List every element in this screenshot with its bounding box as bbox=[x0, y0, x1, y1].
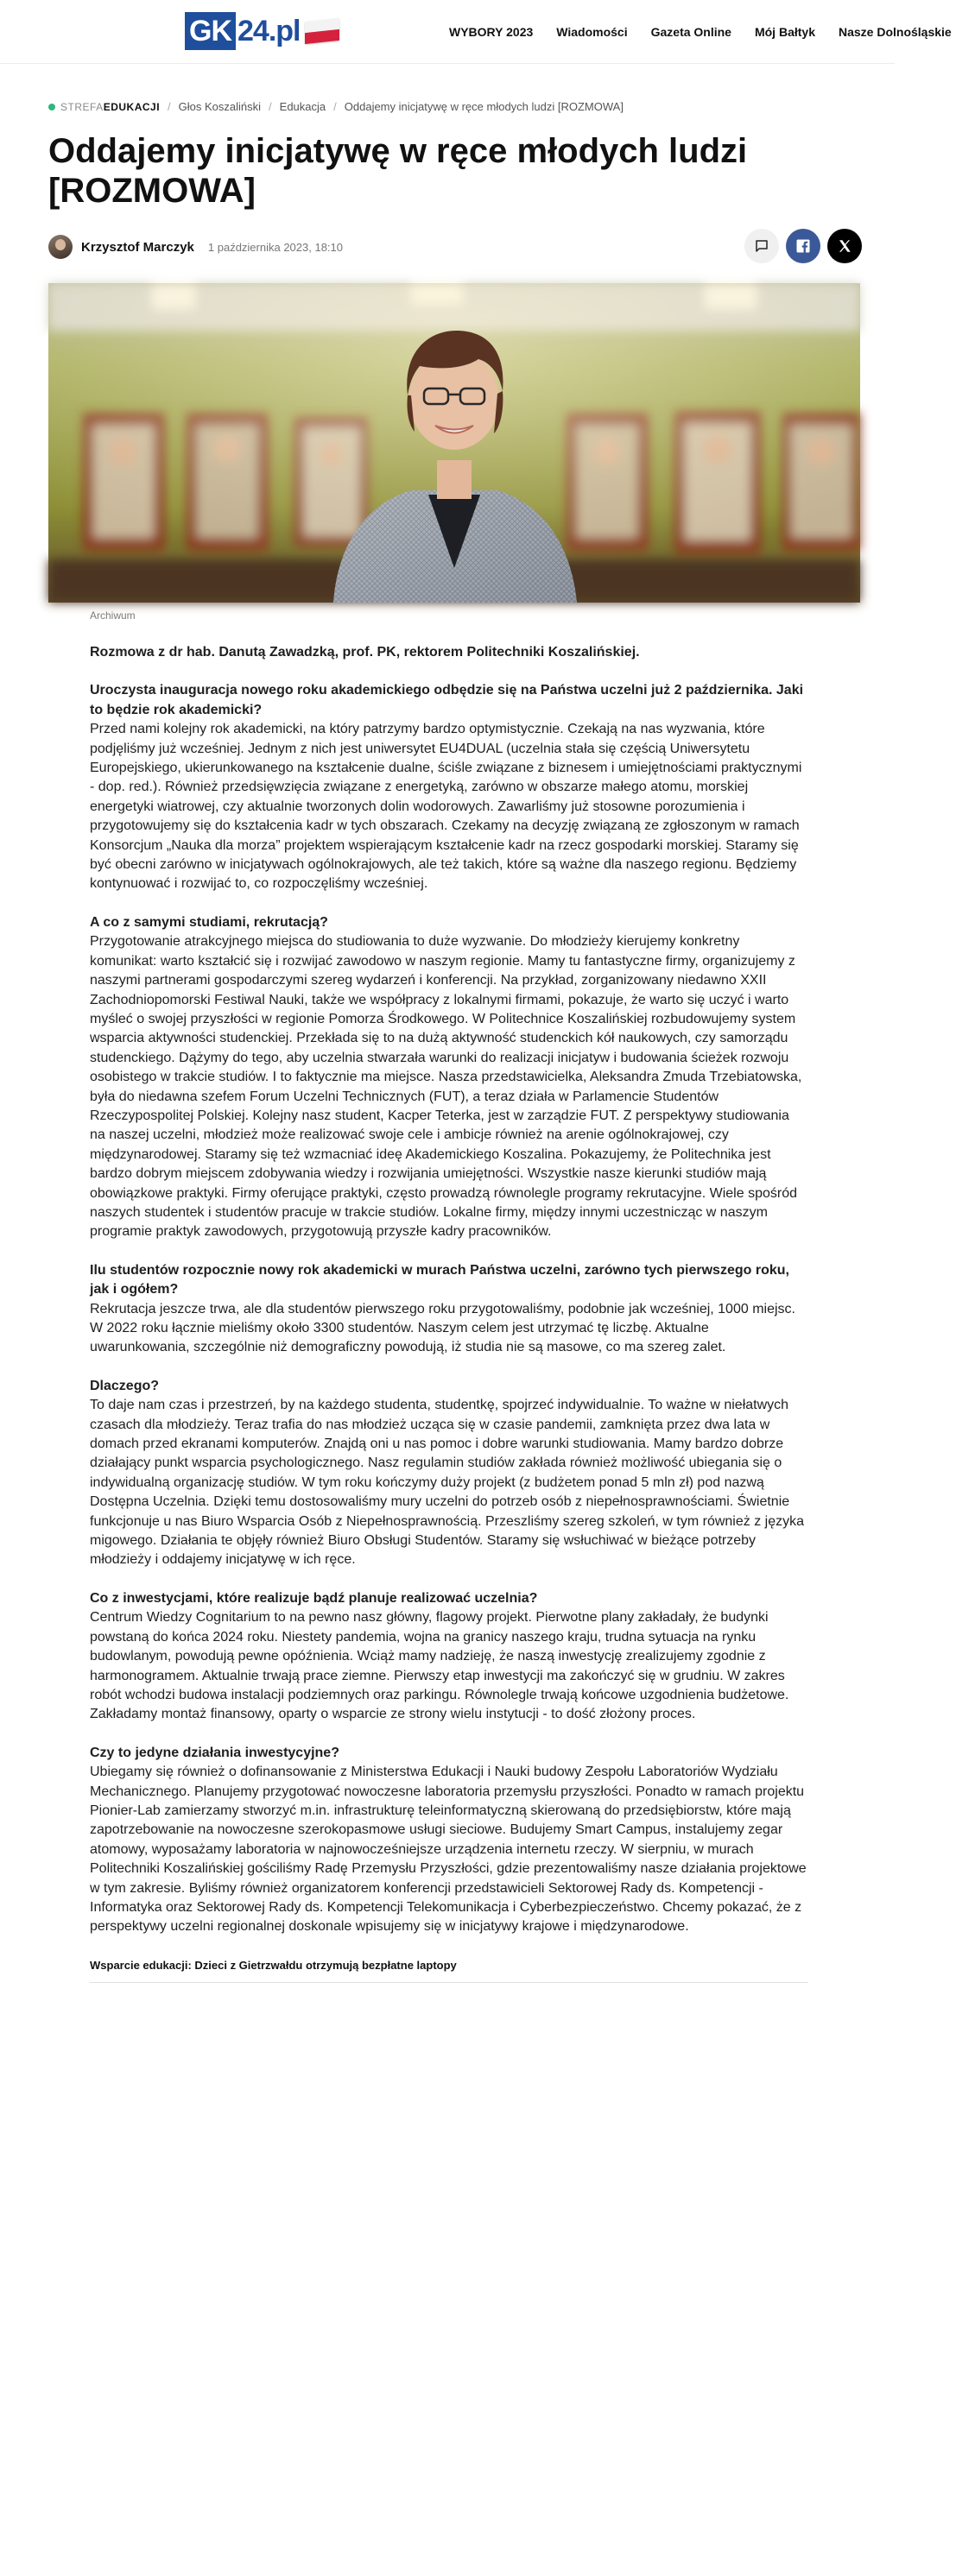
breadcrumb bbox=[48, 100, 624, 113]
site-logo[interactable] bbox=[185, 12, 339, 50]
comment-icon bbox=[754, 238, 769, 254]
logo-domain: 24.pl bbox=[237, 14, 301, 47]
main-nav bbox=[449, 0, 975, 64]
interview-question: Uroczysta inauguracja nowego roku akademickiego odbędzie się na Państwa uczelni już 2 października. Jaki to będzie rok akademicki? bbox=[90, 683, 804, 717]
interview-answer: Przygotowanie atrakcyjnego miejsca do studiowania to duże wyzwanie. Do młodzieży kierujemy konkretny komunikat: warto kształcić się i rozwijać zawodowo w naszym regionie. Mamy tu fantastyczne firmy, organizujemy z naszymi partnerami gospodarczymi szereg wydarzeń i konferencji. Na przykład, zorganizowany niedawno XXII Zachodniopomorski Festiwal Nauki, także we współpracy z lokalnymi firmami, pokazuje, że warto się uczyć i warto myśleć o swojej przyszłości w regionie Pomorza Środkowego. W Politechnice Koszalińskiej rozbudowujemy system wsparcia aktywności studenckiej. Przekłada się to na dużą aktywność studenckich kół naukowych, czy samorządu studenckiego. Dążymy do tego, aby uczelnia stwarzała warunki do realizacji inicjatyw i budowania ścieżek rozwoju osobistego w trakcie studiów. I to faktycznie ma miejsce. Nasza przedstawicielka, Aleksandra Zmuda Trzebiatowska, była do niedawna szefem Forum Uczelni Technicznych (FUT), a teraz działa w Parlamencie Studentów Rzeczypospolitej Polskiej. Kolejny nasz student, Kacper Teterka, jest w zarządzie FUT. Z perspektywy studiowania na naszej uczelni, młodzież może realizować swoje cele i ambicje również na arenie ogólnokrajowej, czy międzynarodowej. Staramy się też wzmacniać ideę Akademickiego Koszalina. Pokazujemy, że Politechnika jest bardzo dobrym miejscem zdobywania wiedzy i rozwijania umiejętności. Wszystkie nasze kierunki studiów mają obowiązkowe praktyki. Firmy oferujące praktyki, często prowadzą równolegle programy rekrutacyjne. Wiele spośród naszych studentek i studentów pracuje w trakcie studiów. Lokalne firmy, między innymi uczestnicząc w naszym programie praktyk zawodowych, przygotowują przyszłe kadry pracowników. bbox=[90, 934, 802, 1240]
article-body bbox=[90, 643, 808, 1983]
image-caption: Archiwum bbox=[90, 609, 136, 622]
interview-answer: Ubiegamy się również o dofinansowanie z Ministerstwa Edukacji i Nauki budowy Zespołu Laboratoriów Wydziału Mechanicznego. Planujemy przygotować nowoczesne laboratoria przemysłu przyszłości. Ponadto w ramach projektu Pionier-Lab zamierzamy stworzyć m.in. infrastrukturę teleinformatyczną skierowaną do przedsiębiorstw, które mają zapotrzebowanie na nowoczesne szerokopasmowe usługi sieciowe. Budujemy Smart Campus, instalujemy zegar atomowy, wyposażamy laboratoria w najnowocześniejsze urządzenia internetu rzeczy. W sierpniu, w murach Politechniki Koszalińskiej gościliśmy Radę Przemysłu Przyszłości, gdzie prezentowaliśmy nasze działania projektowe w tym zakresie. Byliśmy również organizatorem konferencji przedstawicieli Sektorowej Rady ds. Kompetencji - Informatyka oraz Sektorowej Rady ds. Kompetencji Telekomunikacja i Cyberbezpieczeństwo. Chcemy pokazać, że z perspektywy uczelni regionalnej doskonale wpisujemy się w inicjatywy krajowe i międzynarodowe. bbox=[90, 1765, 807, 1935]
page-title: Oddajemy inicjatywę w ręce młodych ludzi [ROZMOWA] bbox=[48, 132, 748, 210]
nav-item-wiadomosci[interactable]: Wiadomości bbox=[556, 25, 628, 39]
x-share-button[interactable] bbox=[827, 229, 862, 263]
breadcrumb-separator: / bbox=[269, 100, 272, 113]
breadcrumb-separator: / bbox=[333, 100, 337, 113]
breadcrumb-separator: / bbox=[168, 100, 171, 113]
article-lead: Rozmowa z dr hab. Danutą Zawadzką, prof. PK, rektorem Politechniki Koszalińskiej. bbox=[90, 645, 640, 660]
interview-answer: Przed nami kolejny rok akademicki, na który patrzymy bardzo optymistycznie. Czekają na nas wyzwania, które podjęliśmy już wcześniej. Jednym z nich jest uniwersytet EU4DUAL (uczelnia stała się częścią Uniwersytetu Europejskiego, ukierunkowanego na kształcenie dualne, ściśle związane z biznesem i umiejętnościami praktycznymi - dop. red.). Również przedsięwzięcia związane z energetyką, zarówno w obszarze małego atomu, morskiej energetyki wiatrowej, czy aktualnie tworzonych dolin wodorowych. Zawarliśmy już stosowne porozumienia i przygotowujemy się do kształcenia kadr w tych obszarach. Czekamy na decyzję związaną ze zgłoszonym w ramach Konsorcjum „Nauka dla morza” projektem wspierającym kształcenie kadr na rzecz gospodarki morskiej. Staramy się być obecni zarówno w inicjatywach ogólnokrajowych, ale też takich, które są ważne dla naszego regionu. Będziemy kontynuować i rozwijać to, co rozpoczęliśmy wcześniej. bbox=[90, 722, 802, 892]
x-icon bbox=[837, 238, 852, 254]
facebook-icon bbox=[795, 237, 812, 255]
nav-item-wybory[interactable]: WYBORY 2023 bbox=[449, 25, 534, 39]
divider bbox=[90, 1982, 808, 1983]
comment-button[interactable] bbox=[744, 229, 779, 263]
interview-question: Dlaczego? bbox=[90, 1378, 160, 1393]
interview-answer: To daje nam czas i przestrzeń, by na każdego studenta, studentkę, spojrzeć indywidualnie. To ważne w niełatwych czasach dla młodzieży. Teraz trafia do nas młodzież ucząca się w czasie pandemii, zamknięta przez dwa lata w domach przed ekranami komputerów. Znajdą oni u nas pomoc i dobre warunki studiowania. Mamy bardzo dobrze działający punkt wsparcia psychologicznego. Nasz regulamin studiów zakłada również możliwość ubiegania się o indywidualną organizację studiów. W tym roku kończymy duży projekt (z budżetem ponad 5 mln zł) pod nazwą Dostępna Uczelnia. Dzięki temu dostosowaliśmy mury uczelni do potrzeb osób z niepełnosprawnościami. Świetnie funkcjonuje u nas Biuro Wsparcia Osób z Niepełnosprawnością. Przeszliśmy szereg szkoleń, w tym również z języka migowego. Działania te objęły również Biuro Obsługi Studentów. Staramy się wsłuchiwać w bieżące potrzeby młodzieży i oddajemy inicjatywę w ich ręce. bbox=[90, 1398, 804, 1568]
nav-item-nasze-dolnoslaskie[interactable]: Nasze Dolnośląskie bbox=[838, 25, 952, 39]
publish-date: 1 października 2023, 18:10 bbox=[207, 240, 344, 254]
rector-portrait-photo bbox=[48, 283, 860, 603]
related-article-link[interactable]: Wsparcie edukacji: Dzieci z Gietrzwałdu otrzymują bezpłatne laptopy bbox=[90, 1958, 457, 1972]
interview-question: A co z samymi studiami, rekrutacją? bbox=[90, 914, 328, 930]
nav-item-gazeta-online[interactable]: Gazeta Online bbox=[650, 25, 731, 39]
share-buttons bbox=[744, 229, 862, 263]
nav-item-moj-baltyk[interactable]: Mój Bałtyk bbox=[754, 25, 815, 39]
interview-question: Czy to jedyne działania inwestycyjne? bbox=[90, 1745, 339, 1760]
interview-answer: Rekrutacja jeszcze trwa, ale dla studentów pierwszego roku przygotowaliśmy, podobnie jak wcześniej, 1000 miejsc. W 2022 roku łącznie mieliśmy około 3300 studentów. Naszym celem jest utrzymać tę liczbę. Aktualne uwarunkowania, szczególnie niż demograficzny powodują, iż studia nie są masowe, co ma szereg zalet. bbox=[90, 1301, 795, 1355]
site-header bbox=[0, 0, 952, 64]
hero-image bbox=[48, 283, 860, 603]
poland-flag-icon bbox=[305, 18, 339, 44]
logo-gk: GK bbox=[185, 12, 236, 50]
breadcrumb-item-current: Oddajemy inicjatywę w ręce młodych ludzi [ROZMOWA] bbox=[344, 100, 624, 113]
byline bbox=[48, 233, 343, 261]
interview-answer: Centrum Wiedzy Cognitarium to na pewno nasz główny, flagowy projekt. Pierwotne plany zakładały, że budynki powstaną do końca 2024 roku. Niestety pandemia, wojna na granicy naszego kraju, trudna sytuacja na rynku budowlanym, powodują pewne opóźnienia. Wciąż mamy nadzieję, że naszą inwestycję zrealizujemy zgodnie z harmonogramem. Aktualnie trwają prace ziemne. Pierwszy etap inwestycji ma zakończyć się w grudniu. W zakres robót wchodzi budowa instalacji podziemnych oraz parkingu. Równolegle trwają końcowe uzgodnienia budżetowe. Zakładamy montaż finansowy, oparty o wsparcie ze strony wielu instytucji - to dość złożony proces. bbox=[90, 1610, 789, 1722]
interview-question: Ilu studentów rozpocznie nowy rok akademicki w murach Państwa uczelni, zarówno tych pierwszego roku, jak i ogółem? bbox=[90, 1262, 789, 1297]
interview-question: Co z inwestycjami, które realizuje bądź planuje realizować uczelnia? bbox=[90, 1590, 538, 1606]
author-avatar[interactable] bbox=[48, 235, 73, 259]
author-name[interactable]: Krzysztof Marczyk bbox=[81, 239, 194, 255]
strefa-dot-icon bbox=[48, 104, 55, 110]
breadcrumb-strefa-edukacji[interactable]: STREFA EDUKACJI bbox=[48, 101, 160, 113]
breadcrumb-item-edukacja[interactable]: Edukacja bbox=[279, 100, 326, 113]
facebook-share-button[interactable] bbox=[786, 229, 820, 263]
breadcrumb-item-glos[interactable]: Głos Koszaliński bbox=[178, 100, 262, 113]
